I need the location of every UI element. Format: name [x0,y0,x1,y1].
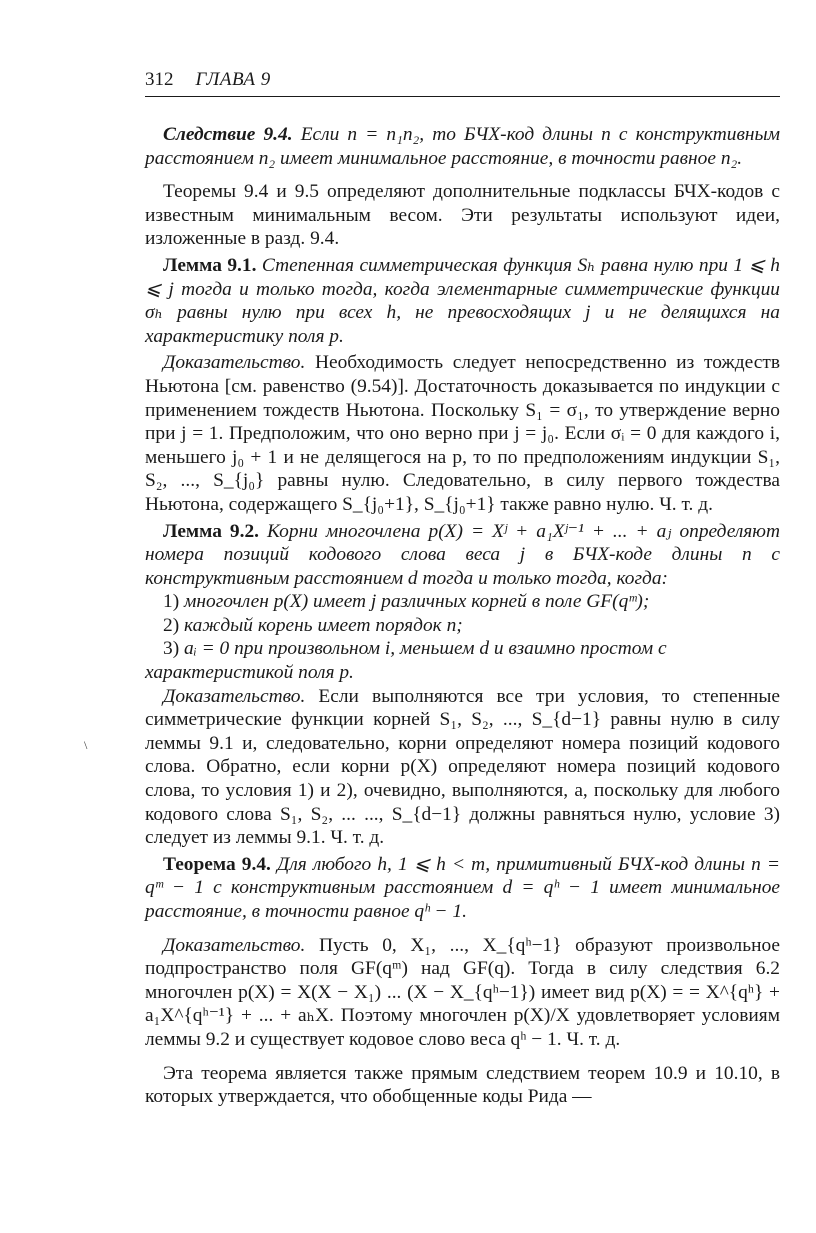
margin-mark: \ [84,738,88,752]
lemma2-condition-3 [145,637,780,684]
theorem-9-4 [145,853,780,924]
proof3-text: Пусть 0, X₁, ..., X_{qʰ−1} образуют произвольное подпространство поля GF(qᵐ) над GF(q). Тогда в силу следствия 6.2 многочлен p(X) = X(X − X₁) ... (X − X_{qʰ−1}) имеет вид p(X) = = X^{qʰ} + a₁X^{qʰ⁻¹} + ... + aₕX. Поэтому многочлен p(X)/X удовлетворяет условиям леммы 9.2 и существует кодовое слово веса qʰ − 1. Ч. т. д. [145,934,780,1050]
condition-number: 2) [163,614,180,636]
proof2-text: Если выполняются все три условия, то степенные симметрические функции корней S₁, S₂, ..., S_{d−1} равны нулю в силу леммы 9.1 и, следовательно, корни определяют номера позиций кодового слова. Обратно, если корни p(X) определяют номера позиций кодового слова, то условия 1) и 2), очевидно, выполняются, а, поскольку для любого кодового слова S₁, S₂, ... ..., S_{d−1} должны равняться нулю, условие 3) следует из леммы 9.1. Ч. т. д. [145,685,780,849]
lemma1-label: Лемма 9.1. [163,254,257,276]
corollary-9-4 [145,123,780,170]
proof-lemma-9-1 [145,351,780,516]
proof-theorem-9-4 [145,934,780,1052]
chapter-title: ГЛАВА 9 [195,69,271,90]
theorem-label: Теорема 9.4. [163,853,271,875]
condition-text: многочлен p(X) имеет j различных корней в поле GF(qᵐ); [184,591,650,613]
lemma1-text: Степенная симметрическая функция Sₕ равна нулю при 1 ⩽ h ⩽ j тогда и только тогда, когда элементарные симметрические функции σₕ равны нулю при всех h, не превосходящих j и не делящихся на характеристику поля p. [145,254,780,347]
corollary-label: Следствие 9.4. [163,124,293,145]
proof-lemma-9-2 [145,685,780,850]
lemma-9-1 [145,254,780,348]
condition-text: каждый корень имеет порядок n; [184,614,463,636]
lemma2-text: Корни многочлена p(X) = Xʲ + a₁Xʲ⁻¹ + ... + aⱼ определяют номера позиций кодового слова веса j в БЧХ-коде длины n с конструктивным расстоянием d тогда и только тогда, когда: [145,520,780,589]
lemma2-label: Лемма 9.2. [163,520,260,542]
book-page [145,68,780,1208]
running-head [145,68,780,97]
lemma-9-2 [145,520,780,591]
proof2-label: Доказательство. [163,685,306,707]
proof3-label: Доказательство. [163,934,306,956]
condition-number: 1) [163,591,180,613]
lemma2-condition-1 [145,590,780,614]
condition-text: aᵢ = 0 при произвольном i, меньшем d и взаимно простом с характеристикой поля p. [145,638,667,684]
proof1-label: Доказательство. [163,352,306,374]
paragraph-closing: Эта теорема является также прямым следствием теорем 10.9 и 10.10, в которых утверждается, что обобщенные коды Рида — [145,1062,780,1108]
paragraph-theorems-intro: Теоремы 9.4 и 9.5 определяют дополнительные подклассы БЧХ-кодов с известным минимальным весом. Эти результаты используют идеи, изложенные в разд. 9.4. [145,181,780,250]
corollary-text: Если n = n₁n₂, то БЧХ-код длины n с конструктивным расстоянием n₂ имеет минимальное расстояние, в точности равное n₂. [145,124,780,169]
condition-number: 3) [163,638,180,660]
proof1-text: Необходимость следует непосредственно из тождеств Ньютона [см. равенство (9.54)]. Достаточность доказывается по индукции с применением тождеств Ньютона. Поскольку S₁ = σ₁, то утверждение верно при j = 1. Предположим, что оно верно при j = j₀. Если σᵢ = 0 для каждого i, меньшего j₀ + 1 и не делящегося на p, то по предположениям индукции S₁, S₂, ..., S_{j₀} равны нулю. Следовательно, в силу первого тождества Ньютона, содержащего S_{j₀+1}, S_{j₀+1} также равно нулю. Ч. т. д. [145,352,780,515]
theorem-text: Для любого h, 1 ⩽ h < m, примитивный БЧХ-код длины n = qᵐ − 1 с конструктивным расстоянием d = qʰ − 1 имеет минимальное расстояние, в точности равное qʰ − 1. [145,853,780,922]
lemma2-condition-2 [145,614,780,638]
page-number: 312 [145,69,174,90]
